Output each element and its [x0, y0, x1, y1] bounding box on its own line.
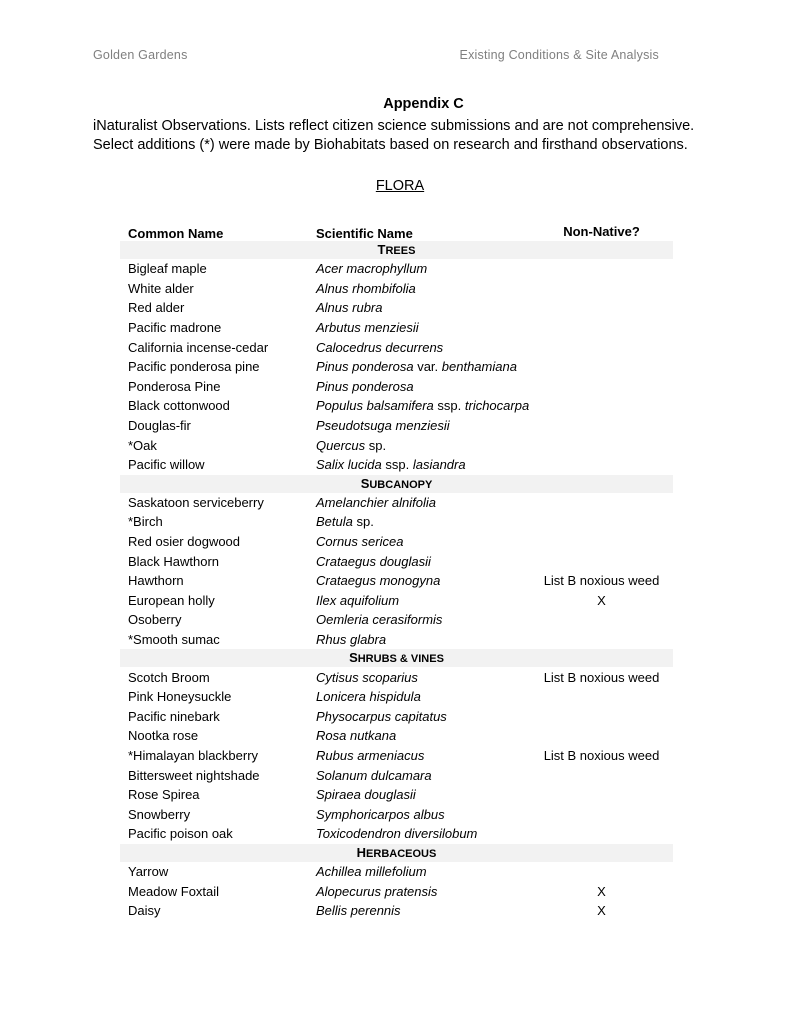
scientific-name — [308, 554, 530, 569]
scientific-name-part: Rosa nutkana — [316, 728, 397, 744]
scientific-name — [308, 514, 530, 529]
non-native-flag: List B noxious weed — [543, 573, 660, 589]
common-name: *Oak — [128, 437, 157, 453]
scientific-name — [308, 670, 530, 685]
scientific-name-part: Ilex aquifolium — [316, 592, 400, 608]
non-native-flag: X — [597, 592, 606, 608]
common-name: *Birch — [128, 514, 163, 530]
scientific-name — [308, 457, 530, 472]
common-name: Rose Spirea — [128, 787, 200, 803]
table-row — [120, 862, 673, 882]
table-row — [120, 279, 673, 299]
intro-line-2: Select additions (*) were made by Biohabitats based on research and firsthand observations. — [93, 137, 688, 153]
common-name: Bigleaf maple — [128, 261, 207, 277]
table-row — [120, 881, 673, 901]
scientific-name-part: lasiandra — [412, 457, 466, 473]
flora-table — [120, 222, 673, 920]
scientific-name-part: benthamiana — [441, 359, 517, 375]
scientific-name-part: Betula — [316, 514, 353, 530]
non-native-flag: X — [597, 903, 606, 919]
common-name: *Himalayan blackberry — [128, 747, 259, 763]
scientific-name-part: Solanum dulcamara — [316, 767, 432, 783]
scientific-name — [308, 632, 530, 647]
common-name: Pacific poison oak — [128, 826, 233, 842]
common-name: Pacific ponderosa pine — [128, 359, 260, 375]
table-row — [120, 259, 673, 279]
table-row — [120, 571, 673, 591]
common-name: Black cottonwood — [128, 398, 230, 414]
intro-line-1: iNaturalist Observations. Lists reflect citizen science submissions and are not comprehensive. — [93, 118, 695, 134]
common-name: California incense-cedar — [128, 339, 269, 355]
common-name: Pink Honeysuckle — [128, 689, 232, 705]
scientific-name-part: ssp. — [433, 398, 465, 414]
common-name: White alder — [128, 280, 194, 296]
non-native-flag: List B noxious weed — [543, 669, 660, 685]
scientific-name-part: Rhus glabra — [316, 631, 387, 647]
common-name: European holly — [128, 592, 215, 608]
category-header: SUBCANOPY — [120, 475, 673, 493]
common-name: Daisy — [128, 903, 161, 919]
common-name: Red alder — [128, 300, 185, 316]
common-name: Red osier dogwood — [128, 534, 241, 550]
table-row — [120, 551, 673, 571]
intro-paragraph — [93, 117, 733, 155]
scientific-name — [308, 728, 530, 743]
scientific-name — [308, 689, 530, 704]
common-name: Black Hawthorn — [128, 553, 220, 569]
non-native-flag: X — [597, 883, 606, 899]
scientific-name-part: Arbutus menziesii — [316, 320, 419, 336]
scientific-name-part: Alnus rubra — [316, 300, 383, 316]
scientific-name-part: Spiraea douglasii — [316, 787, 416, 803]
common-name: Pacific madrone — [128, 320, 222, 336]
column-header-nonnative: Non-Native? — [563, 224, 640, 239]
scientific-name-part: trichocarpa — [464, 398, 530, 414]
scientific-name — [308, 438, 530, 453]
common-name: Yarrow — [128, 863, 169, 879]
table-row — [120, 512, 673, 532]
scientific-name — [308, 903, 530, 918]
scientific-name-part: Lonicera hispidula — [316, 689, 421, 705]
scientific-name — [308, 495, 530, 510]
scientific-name — [308, 359, 530, 374]
scientific-name — [308, 612, 530, 627]
scientific-name-part: Salix lucida — [316, 457, 382, 473]
table-row — [120, 416, 673, 436]
scientific-name-part: Pinus ponderosa — [316, 359, 414, 375]
scientific-name-part: Alnus rhombifolia — [316, 280, 416, 296]
common-name: Douglas-fir — [128, 418, 191, 434]
table-row — [120, 687, 673, 707]
scientific-name-part: Amelanchier alnifolia — [316, 494, 436, 510]
scientific-name-part: Alopecurus pratensis — [316, 883, 438, 899]
scientific-name — [308, 418, 530, 433]
table-row — [120, 396, 673, 416]
common-name: Snowberry — [128, 806, 191, 822]
scientific-name — [308, 573, 530, 588]
scientific-name-part: Cytisus scoparius — [316, 669, 418, 685]
scientific-name-part: Bellis perennis — [316, 903, 401, 919]
table-row — [120, 901, 673, 921]
running-header-right: Existing Conditions & Site Analysis — [459, 48, 659, 62]
scientific-name — [308, 281, 530, 296]
category-header: TREES — [120, 241, 673, 259]
scientific-name — [308, 864, 530, 879]
column-header-scientific: Scientific Name — [316, 226, 413, 241]
common-name: Hawthorn — [128, 573, 184, 589]
page-title: Appendix C — [383, 96, 464, 112]
table-header-row — [120, 222, 673, 241]
table-row — [120, 591, 673, 611]
scientific-name-part: Pinus ponderosa — [316, 378, 414, 394]
table-row — [120, 824, 673, 844]
common-name: *Smooth sumac — [128, 631, 220, 647]
scientific-name-part: ssp. — [381, 457, 413, 473]
category-header: SHRUBS & VINES — [120, 649, 673, 667]
table-row — [120, 377, 673, 397]
scientific-name-part: Quercus — [316, 437, 366, 453]
scientific-name — [308, 300, 530, 315]
table-row — [120, 435, 673, 455]
table-row — [120, 455, 673, 475]
table-row — [120, 318, 673, 338]
scientific-name — [308, 787, 530, 802]
scientific-name — [308, 320, 530, 335]
scientific-name — [308, 534, 530, 549]
scientific-name-part: var. — [413, 359, 442, 375]
non-native-flag: List B noxious weed — [543, 747, 660, 763]
table-row — [120, 532, 673, 552]
table-row — [120, 746, 673, 766]
scientific-name — [308, 826, 530, 841]
scientific-name-part: Rubus armeniacus — [316, 747, 425, 763]
table-row — [120, 804, 673, 824]
common-name: Saskatoon serviceberry — [128, 494, 264, 510]
scientific-name-part: Crataegus douglasii — [316, 553, 431, 569]
scientific-name-part: Symphoricarpos albus — [316, 806, 445, 822]
scientific-name-part: Acer macrophyllum — [316, 261, 428, 277]
scientific-name — [308, 379, 530, 394]
common-name: Bittersweet nightshade — [128, 767, 260, 783]
table-row — [120, 630, 673, 650]
table-row — [120, 298, 673, 318]
common-name: Pacific willow — [128, 457, 205, 473]
scientific-name-part: Calocedrus decurrens — [316, 339, 444, 355]
scientific-name — [308, 593, 530, 608]
table-row — [120, 357, 673, 377]
category-header: HERBACEOUS — [120, 844, 673, 862]
common-name: Scotch Broom — [128, 669, 210, 685]
common-name: Pacific ninebark — [128, 708, 220, 724]
running-header-left: Golden Gardens — [93, 48, 188, 62]
common-name: Meadow Foxtail — [128, 883, 220, 899]
scientific-name — [308, 768, 530, 783]
scientific-name-part: Pseudotsuga menziesii — [316, 418, 450, 434]
scientific-name — [308, 340, 530, 355]
table-row — [120, 493, 673, 513]
scientific-name — [308, 884, 530, 899]
column-header-common: Common Name — [128, 226, 224, 241]
scientific-name — [308, 261, 530, 276]
scientific-name-part: Populus balsamifera — [316, 398, 434, 414]
scientific-name — [308, 398, 530, 413]
table-row — [120, 337, 673, 357]
scientific-name-part: sp. — [365, 437, 387, 453]
table-row — [120, 610, 673, 630]
common-name: Nootka rose — [128, 728, 199, 744]
section-title: FLORA — [375, 178, 425, 194]
scientific-name-part: Oemleria cerasiformis — [316, 612, 443, 628]
table-row — [120, 667, 673, 687]
scientific-name — [308, 709, 530, 724]
table-row — [120, 706, 673, 726]
table-row — [120, 785, 673, 805]
scientific-name — [308, 748, 530, 763]
scientific-name-part: sp. — [352, 514, 374, 530]
table-row — [120, 726, 673, 746]
scientific-name-part: Cornus sericea — [316, 534, 404, 550]
common-name: Ponderosa Pine — [128, 378, 221, 394]
scientific-name — [308, 807, 530, 822]
common-name: Osoberry — [128, 612, 182, 628]
scientific-name-part: Crataegus monogyna — [316, 573, 441, 589]
table-row — [120, 765, 673, 785]
scientific-name-part: Achillea millefolium — [316, 863, 427, 879]
scientific-name-part: Physocarpus capitatus — [316, 708, 447, 724]
scientific-name-part: Toxicodendron diversilobum — [316, 826, 478, 842]
